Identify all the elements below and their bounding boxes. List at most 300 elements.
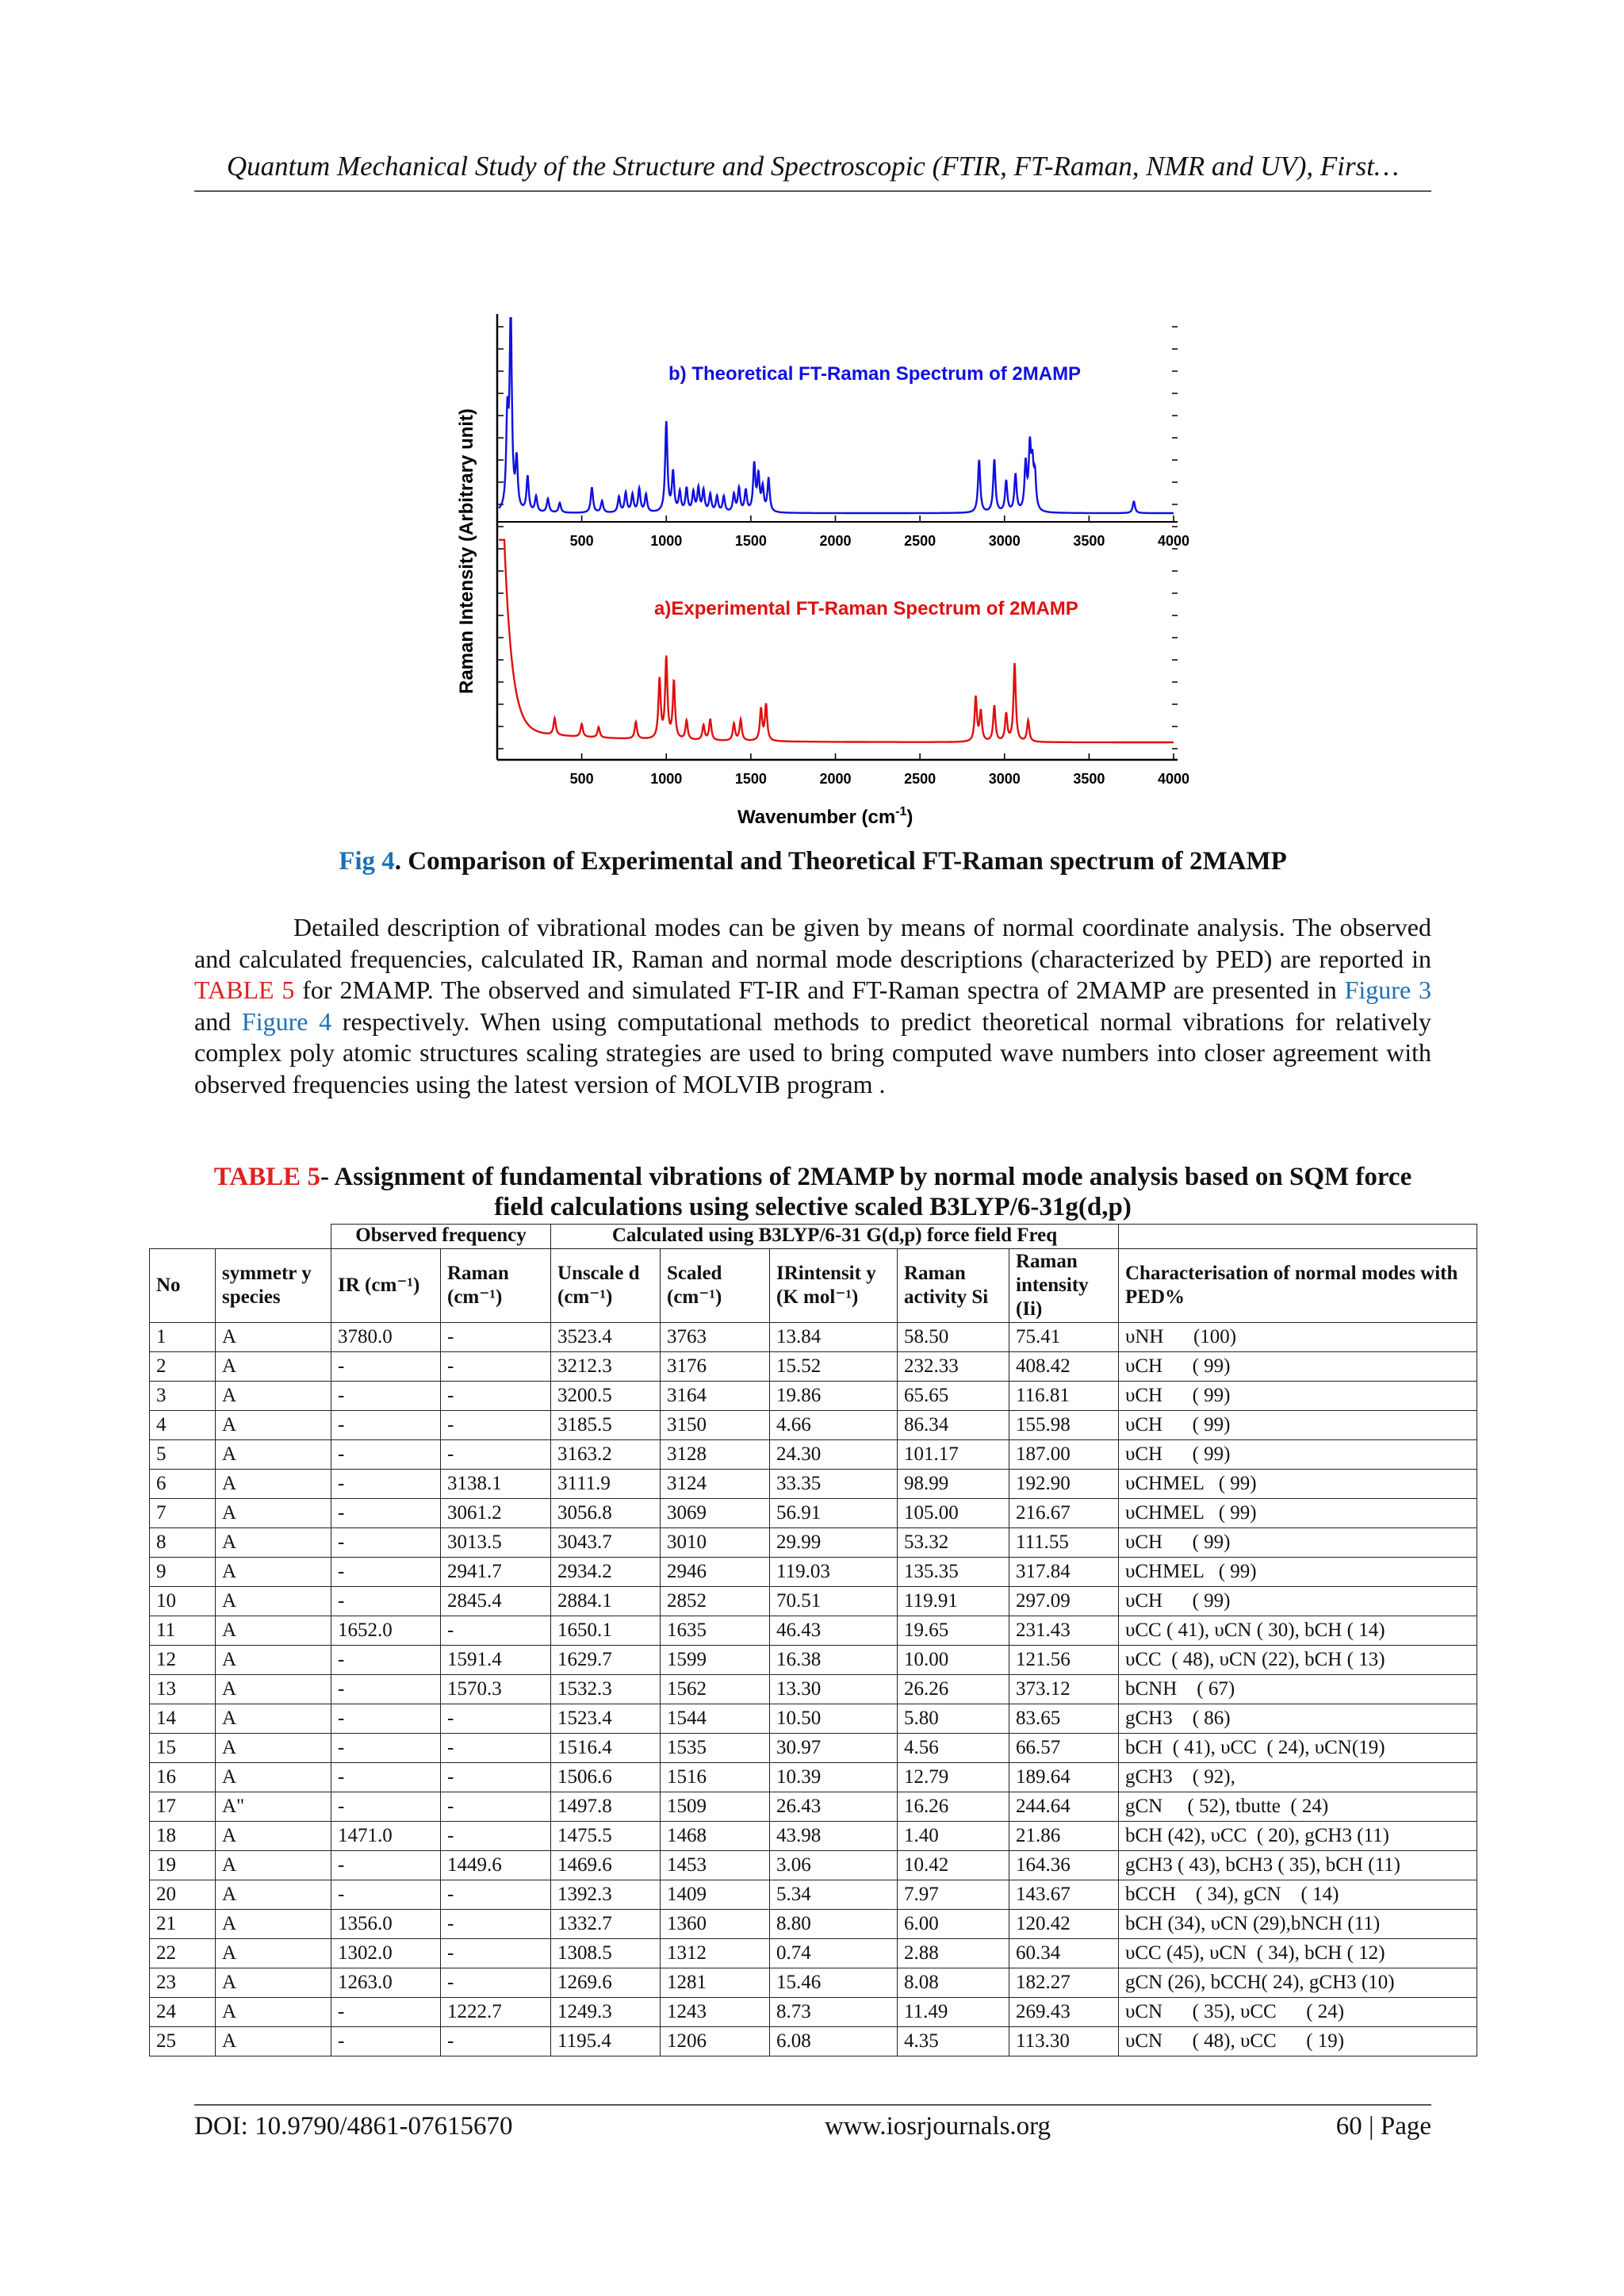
row-irintensity: 10.39: [770, 1763, 898, 1792]
row-scaled: 1535: [661, 1734, 770, 1763]
row-symmetry: A: [216, 1323, 331, 1352]
row-raman-activity: 101.17: [898, 1440, 1009, 1470]
row-unscaled: 1506.6: [551, 1763, 661, 1792]
row-raman-activity: 2.88: [898, 1939, 1009, 1968]
row-scaled: 1635: [661, 1616, 770, 1646]
figure-caption-text: . Comparison of Experimental and Theoretical FT-Raman spectrum of 2MAMP: [394, 847, 1287, 876]
raman-intensity-header: Raman intensity (Ii): [1009, 1249, 1119, 1323]
row-unscaled: 1497.8: [551, 1792, 661, 1822]
row-scaled: 3763: [661, 1323, 770, 1352]
table-row: [150, 1792, 1477, 1822]
row-raman-activity: 98.99: [898, 1470, 1009, 1499]
row-raman-intensity: 189.64: [1009, 1763, 1119, 1792]
row-unscaled: 3200.5: [551, 1382, 661, 1411]
row-raman: -: [441, 1704, 551, 1734]
row-raman-intensity: 121.56: [1009, 1646, 1119, 1675]
x-tick-label: 4000: [1157, 533, 1190, 549]
table-row: [150, 1646, 1477, 1675]
row-scaled: 1243: [661, 1998, 770, 2027]
row-symmetry: A: [216, 1675, 331, 1704]
row-raman-activity: 135.35: [898, 1558, 1009, 1587]
row-raman: -: [441, 1440, 551, 1470]
row-unscaled: 1469.6: [551, 1851, 661, 1880]
symmetry-header: symmetr y species: [216, 1249, 331, 1323]
row-raman: -: [441, 1616, 551, 1646]
row-scaled: 3176: [661, 1352, 770, 1382]
row-unscaled: 1269.6: [551, 1968, 661, 1998]
row-raman-activity: 119.91: [898, 1587, 1009, 1616]
table-row: [150, 1499, 1477, 1528]
row-no: 3: [150, 1382, 216, 1411]
calculated-header: Calculated using B3LYP/6-31 G(d,p) force field Freq: [551, 1225, 1119, 1249]
row-no: 13: [150, 1675, 216, 1704]
row-no: 25: [150, 2027, 216, 2056]
row-scaled: 1516: [661, 1763, 770, 1792]
row-ir: -: [331, 1880, 441, 1910]
row-no: 11: [150, 1616, 216, 1646]
row-ped: gCH3 ( 86): [1119, 1704, 1477, 1734]
row-raman-intensity: 244.64: [1009, 1792, 1119, 1822]
row-unscaled: 1523.4: [551, 1704, 661, 1734]
row-raman-intensity: 143.67: [1009, 1880, 1119, 1910]
row-ir: -: [331, 1499, 441, 1528]
row-ped: υCC (45), υCN ( 34), bCH ( 12): [1119, 1939, 1477, 1968]
row-ir: 3780.0: [331, 1323, 441, 1352]
row-irintensity: 24.30: [770, 1440, 898, 1470]
table-row: [150, 1910, 1477, 1939]
row-ped: υCC ( 41), υCN ( 30), bCH ( 14): [1119, 1616, 1477, 1646]
row-symmetry: A: [216, 1851, 331, 1880]
row-scaled: 3150: [661, 1411, 770, 1440]
row-ir: -: [331, 1352, 441, 1382]
row-ped: υCC ( 48), υCN (22), bCH ( 13): [1119, 1646, 1477, 1675]
row-irintensity: 15.52: [770, 1352, 898, 1382]
row-no: 21: [150, 1910, 216, 1939]
row-scaled: 1409: [661, 1880, 770, 1910]
row-raman-activity: 10.42: [898, 1851, 1009, 1880]
row-raman: 2941.7: [441, 1558, 551, 1587]
row-raman-activity: 4.56: [898, 1734, 1009, 1763]
row-scaled: 2852: [661, 1587, 770, 1616]
row-unscaled: 1629.7: [551, 1646, 661, 1675]
row-no: 1: [150, 1323, 216, 1352]
row-ped: bCH (42), υCC ( 20), gCH3 (11): [1119, 1822, 1477, 1851]
row-ir: -: [331, 1792, 441, 1822]
doi-text: DOI: 10.9790/4861-07615670: [194, 2112, 513, 2141]
x-tick-label: 2000: [819, 771, 852, 787]
row-irintensity: 13.84: [770, 1323, 898, 1352]
row-irintensity: 15.46: [770, 1968, 898, 1998]
raman-header: Raman (cm⁻¹): [441, 1249, 551, 1323]
row-irintensity: 8.73: [770, 1998, 898, 2027]
x-tick-label: 4000: [1157, 771, 1190, 787]
table-header-blank: [1119, 1225, 1477, 1249]
row-no: 2: [150, 1352, 216, 1382]
row-unscaled: 1392.3: [551, 1880, 661, 1910]
row-raman: -: [441, 1734, 551, 1763]
row-ir: -: [331, 1704, 441, 1734]
row-raman-activity: 12.79: [898, 1763, 1009, 1792]
table-row: [150, 1587, 1477, 1616]
row-no: 24: [150, 1998, 216, 2027]
row-irintensity: 4.66: [770, 1411, 898, 1440]
row-irintensity: 70.51: [770, 1587, 898, 1616]
row-scaled: 1544: [661, 1704, 770, 1734]
scaled-header: Scaled (cm⁻¹): [661, 1249, 770, 1323]
row-ir: -: [331, 1528, 441, 1558]
row-symmetry: A: [216, 1704, 331, 1734]
row-raman: -: [441, 1323, 551, 1352]
row-raman-activity: 53.32: [898, 1528, 1009, 1558]
table-row: [150, 1734, 1477, 1763]
paragraph-text-1: Detailed description of vibrational modes can be given by means of normal coordinate analysis. The observed and calculated frequencies, calculated IR, Raman and normal mode descriptions (characterized by PED) are reported in: [194, 913, 1431, 973]
y-axis-label: Raman Intensity (Arbitrary unit): [456, 408, 477, 694]
row-symmetry: A: [216, 1734, 331, 1763]
x-tick-label: 2500: [904, 771, 936, 787]
row-unscaled: 3043.7: [551, 1528, 661, 1558]
row-raman-intensity: 66.57: [1009, 1734, 1119, 1763]
row-symmetry: A: [216, 1352, 331, 1382]
row-raman: -: [441, 2027, 551, 2056]
row-raman-intensity: 75.41: [1009, 1323, 1119, 1352]
row-no: 9: [150, 1558, 216, 1587]
row-raman-intensity: 116.81: [1009, 1382, 1119, 1411]
row-ir: -: [331, 2027, 441, 2056]
row-scaled: 3069: [661, 1499, 770, 1528]
row-unscaled: 3163.2: [551, 1440, 661, 1470]
row-unscaled: 3523.4: [551, 1323, 661, 1352]
row-ir: -: [331, 1587, 441, 1616]
row-scaled: 2946: [661, 1558, 770, 1587]
row-symmetry: A: [216, 1382, 331, 1411]
row-ir: 1356.0: [331, 1910, 441, 1939]
row-raman-intensity: 83.65: [1009, 1704, 1119, 1734]
row-raman-activity: 19.65: [898, 1616, 1009, 1646]
running-title: Quantum Mechanical Study of the Structure and Spectroscopic (FTIR, FT-Raman, NMR and UV), First…: [226, 151, 1400, 182]
row-raman-intensity: 155.98: [1009, 1411, 1119, 1440]
x-axis-label-sup: -1: [895, 805, 907, 818]
table-row: [150, 1880, 1477, 1910]
row-no: 19: [150, 1851, 216, 1880]
row-symmetry: A: [216, 1939, 331, 1968]
x-axis-label: [737, 805, 913, 828]
row-raman-activity: 5.80: [898, 1704, 1009, 1734]
table-row: [150, 1382, 1477, 1411]
row-raman-intensity: 187.00: [1009, 1440, 1119, 1470]
table-row: [150, 2027, 1477, 2056]
row-irintensity: 46.43: [770, 1616, 898, 1646]
row-ir: -: [331, 1675, 441, 1704]
row-scaled: 1468: [661, 1822, 770, 1851]
row-symmetry: A: [216, 1470, 331, 1499]
row-ped: υCHMEL ( 99): [1119, 1470, 1477, 1499]
row-ped: gCN (26), bCCH( 24), gCH3 (10): [1119, 1968, 1477, 1998]
row-raman-activity: 58.50: [898, 1323, 1009, 1352]
row-unscaled: 1650.1: [551, 1616, 661, 1646]
row-unscaled: 3056.8: [551, 1499, 661, 1528]
row-symmetry: A: [216, 1587, 331, 1616]
row-symmetry: A: [216, 1616, 331, 1646]
row-unscaled: 2934.2: [551, 1558, 661, 1587]
row-scaled: 1562: [661, 1675, 770, 1704]
figure-4-link[interactable]: Figure 4: [241, 1006, 332, 1036]
row-irintensity: 13.30: [770, 1675, 898, 1704]
table-row: [150, 1411, 1477, 1440]
row-irintensity: 26.43: [770, 1792, 898, 1822]
row-raman: -: [441, 1910, 551, 1939]
table-row: [150, 1822, 1477, 1851]
row-scaled: 1360: [661, 1910, 770, 1939]
row-raman: 1222.7: [441, 1998, 551, 2027]
row-irintensity: 8.80: [770, 1910, 898, 1939]
row-ped: υNH (100): [1119, 1323, 1477, 1352]
x-tick-label: 1500: [734, 771, 767, 787]
row-ir: -: [331, 1851, 441, 1880]
row-scaled: 1281: [661, 1968, 770, 1998]
row-irintensity: 6.08: [770, 2027, 898, 2056]
table-row: [150, 1528, 1477, 1558]
row-raman-activity: 4.35: [898, 2027, 1009, 2056]
row-scaled: 3164: [661, 1382, 770, 1411]
row-raman-intensity: 164.36: [1009, 1851, 1119, 1880]
row-raman-activity: 65.65: [898, 1382, 1009, 1411]
x-tick-label: 2500: [904, 533, 936, 549]
row-ir: 1652.0: [331, 1616, 441, 1646]
theoretical-spectrum-line: [499, 318, 1174, 513]
row-no: 23: [150, 1968, 216, 1998]
row-scaled: 3124: [661, 1470, 770, 1499]
row-symmetry: A": [216, 1792, 331, 1822]
row-irintensity: 5.34: [770, 1880, 898, 1910]
x-tick-label: 1000: [650, 533, 683, 549]
table-row: [150, 1616, 1477, 1646]
chart-ticks: [570, 516, 1189, 787]
row-irintensity: 10.50: [770, 1704, 898, 1734]
ir-header: IR (cm⁻¹): [331, 1249, 441, 1323]
x-tick-label: 500: [569, 533, 594, 549]
row-irintensity: 0.74: [770, 1939, 898, 1968]
row-raman-activity: 8.08: [898, 1968, 1009, 1998]
table-row: [150, 1968, 1477, 1998]
paragraph-text-2: for 2MAMP. The observed and simulated FT-IR and FT-Raman spectra of 2MAMP are presented in: [294, 976, 1345, 1004]
row-unscaled: 1332.7: [551, 1910, 661, 1939]
row-raman-intensity: 408.42: [1009, 1352, 1119, 1382]
table-caption-prefix[interactable]: TABLE 5: [213, 1163, 320, 1191]
row-unscaled: 1475.5: [551, 1822, 661, 1851]
row-no: 17: [150, 1792, 216, 1822]
row-scaled: 3010: [661, 1528, 770, 1558]
row-unscaled: 3185.5: [551, 1411, 661, 1440]
page-number: 60 | Page: [1335, 2112, 1431, 2141]
row-ir: -: [331, 1646, 441, 1675]
row-raman: 2845.4: [441, 1587, 551, 1616]
x-tick-label: 500: [569, 771, 594, 787]
paragraph-text-4: respectively. When using computational methods to predict theoretical normal vibrations for relatively complex poly atomic structures scaling strategies are used to bring computed wave numbers into closer agreement with observed frequencies using the latest version of MOLVIB program .: [194, 1006, 1432, 1098]
observed-frequency-header: Observed frequency: [331, 1225, 551, 1249]
row-ir: -: [331, 1440, 441, 1470]
row-ped: gCN ( 52), tbutte ( 24): [1119, 1792, 1477, 1822]
table-row: [150, 1675, 1477, 1704]
row-unscaled: 2884.1: [551, 1587, 661, 1616]
row-raman: 1449.6: [441, 1851, 551, 1880]
row-raman: -: [441, 1382, 551, 1411]
row-raman-intensity: 192.90: [1009, 1470, 1119, 1499]
row-irintensity: 43.98: [770, 1822, 898, 1851]
row-raman: -: [441, 1792, 551, 1822]
row-unscaled: 1249.3: [551, 1998, 661, 2027]
row-symmetry: A: [216, 1968, 331, 1998]
figure-caption: [194, 847, 1431, 876]
x-tick-label: 3000: [988, 533, 1021, 549]
row-ped: υCH ( 99): [1119, 1411, 1477, 1440]
row-ped: υCH ( 99): [1119, 1352, 1477, 1382]
row-ped: υCN ( 48), υCC ( 19): [1119, 2027, 1477, 2056]
row-symmetry: A: [216, 1411, 331, 1440]
table-row: [150, 1998, 1477, 2027]
row-irintensity: 33.35: [770, 1470, 898, 1499]
page-footer: [194, 2104, 1431, 2142]
row-raman-activity: 26.26: [898, 1675, 1009, 1704]
row-ir: -: [331, 1411, 441, 1440]
theoretical-series-label: b) Theoretical FT-Raman Spectrum of 2MAMP: [668, 363, 1082, 385]
paragraph-text-3: and: [194, 1006, 242, 1036]
row-ir: 1302.0: [331, 1939, 441, 1968]
row-raman-intensity: 60.34: [1009, 1939, 1119, 1968]
row-unscaled: 1308.5: [551, 1939, 661, 1968]
row-raman-activity: 7.97: [898, 1880, 1009, 1910]
row-symmetry: A: [216, 1499, 331, 1528]
row-no: 14: [150, 1704, 216, 1734]
row-unscaled: 3111.9: [551, 1470, 661, 1499]
row-symmetry: A: [216, 1440, 331, 1470]
x-tick-label: 3500: [1073, 771, 1105, 787]
row-no: 22: [150, 1939, 216, 1968]
table-row: [150, 1851, 1477, 1880]
row-raman: 1570.3: [441, 1675, 551, 1704]
row-raman: -: [441, 1968, 551, 1998]
row-raman-intensity: 182.27: [1009, 1968, 1119, 1998]
row-raman-intensity: 21.86: [1009, 1822, 1119, 1851]
unscaled-header: Unscale d (cm⁻¹): [551, 1249, 661, 1323]
row-irintensity: 56.91: [770, 1499, 898, 1528]
row-irintensity: 30.97: [770, 1734, 898, 1763]
table-row: [150, 1939, 1477, 1968]
row-raman: -: [441, 1352, 551, 1382]
no-header: No: [150, 1249, 216, 1323]
row-raman: -: [441, 1822, 551, 1851]
row-ir: 1263.0: [331, 1968, 441, 1998]
x-tick-label: 3000: [988, 771, 1021, 787]
row-ped: bCNH ( 67): [1119, 1675, 1477, 1704]
row-ir: -: [331, 1470, 441, 1499]
row-no: 8: [150, 1528, 216, 1558]
raman-activity-header: Raman activity Si: [898, 1249, 1009, 1323]
row-raman-activity: 1.40: [898, 1822, 1009, 1851]
figure-3-link[interactable]: Figure 3: [1344, 976, 1432, 1004]
body-paragraph: [194, 912, 1431, 1100]
x-tick-label: 3500: [1073, 533, 1105, 549]
row-irintensity: 19.86: [770, 1382, 898, 1411]
row-scaled: 1206: [661, 2027, 770, 2056]
row-scaled: 1453: [661, 1851, 770, 1880]
table-caption-text: - Assignment of fundamental vibrations of 2MAMP by normal mode analysis based on SQM force field calculations using selective scaled B3LYP/6-31g(d,p): [320, 1163, 1412, 1221]
row-raman-intensity: 317.84: [1009, 1558, 1119, 1587]
row-symmetry: A: [216, 1880, 331, 1910]
row-unscaled: 1532.3: [551, 1675, 661, 1704]
table-caption: [194, 1162, 1431, 1222]
journal-site-link[interactable]: www.iosrjournals.org: [825, 2112, 1051, 2141]
table-header-blank: [150, 1225, 331, 1249]
row-symmetry: A: [216, 1998, 331, 2027]
table-row: [150, 1440, 1477, 1470]
row-raman-activity: 232.33: [898, 1352, 1009, 1382]
row-scaled: 1509: [661, 1792, 770, 1822]
irintensity-header: IRintensit y (K mol⁻¹): [770, 1249, 898, 1323]
row-raman: -: [441, 1411, 551, 1440]
figure-caption-link[interactable]: Fig 4: [339, 847, 395, 876]
row-ped: υCH ( 99): [1119, 1440, 1477, 1470]
row-ped: υCN ( 35), υCC ( 24): [1119, 1998, 1477, 2027]
running-header: [194, 151, 1431, 192]
row-raman-intensity: 231.43: [1009, 1616, 1119, 1646]
row-raman-activity: 86.34: [898, 1411, 1009, 1440]
row-raman-intensity: 269.43: [1009, 1998, 1119, 2027]
row-symmetry: A: [216, 1910, 331, 1939]
row-irintensity: 16.38: [770, 1646, 898, 1675]
row-raman: -: [441, 1763, 551, 1792]
row-no: 16: [150, 1763, 216, 1792]
vibrational-assignment-table: [149, 1224, 1477, 2056]
row-ir: -: [331, 1734, 441, 1763]
row-raman: 3013.5: [441, 1528, 551, 1558]
row-raman-intensity: 120.42: [1009, 1910, 1119, 1939]
ped-header: Characterisation of normal modes with PED%: [1119, 1249, 1477, 1323]
row-ped: bCH (34), υCN (29),bNCH (11): [1119, 1910, 1477, 1939]
row-raman: 3061.2: [441, 1499, 551, 1528]
raman-chart: [444, 309, 1197, 849]
row-raman: 3138.1: [441, 1470, 551, 1499]
row-no: 4: [150, 1411, 216, 1440]
table-5-link[interactable]: TABLE 5: [194, 976, 295, 1004]
table-row: [150, 1352, 1477, 1382]
table-row: [150, 1470, 1477, 1499]
row-ir: -: [331, 1998, 441, 2027]
row-ped: υCH ( 99): [1119, 1382, 1477, 1411]
row-ir: -: [331, 1763, 441, 1792]
row-ped: gCH3 ( 43), bCH3 ( 35), bCH (11): [1119, 1851, 1477, 1880]
row-ped: υCH ( 99): [1119, 1587, 1477, 1616]
row-unscaled: 1516.4: [551, 1734, 661, 1763]
row-raman: -: [441, 1939, 551, 1968]
row-symmetry: A: [216, 1558, 331, 1587]
x-axis-label-end: ): [906, 807, 914, 828]
x-tick-label: 2000: [819, 533, 852, 549]
row-symmetry: A: [216, 2027, 331, 2056]
x-axis-label-main: Wavenumber (cm: [737, 807, 896, 828]
row-no: 18: [150, 1822, 216, 1851]
row-raman-intensity: 297.09: [1009, 1587, 1119, 1616]
row-raman-activity: 6.00: [898, 1910, 1009, 1939]
row-raman-intensity: 113.30: [1009, 2027, 1119, 2056]
row-no: 20: [150, 1880, 216, 1910]
x-tick-label: 1500: [734, 533, 767, 549]
experimental-series-label: a)Experimental FT-Raman Spectrum of 2MAMP: [654, 598, 1078, 619]
row-raman-activity: 10.00: [898, 1646, 1009, 1675]
row-no: 15: [150, 1734, 216, 1763]
row-ir: -: [331, 1382, 441, 1411]
table-body: [150, 1323, 1477, 2056]
row-ped: υCHMEL ( 99): [1119, 1499, 1477, 1528]
